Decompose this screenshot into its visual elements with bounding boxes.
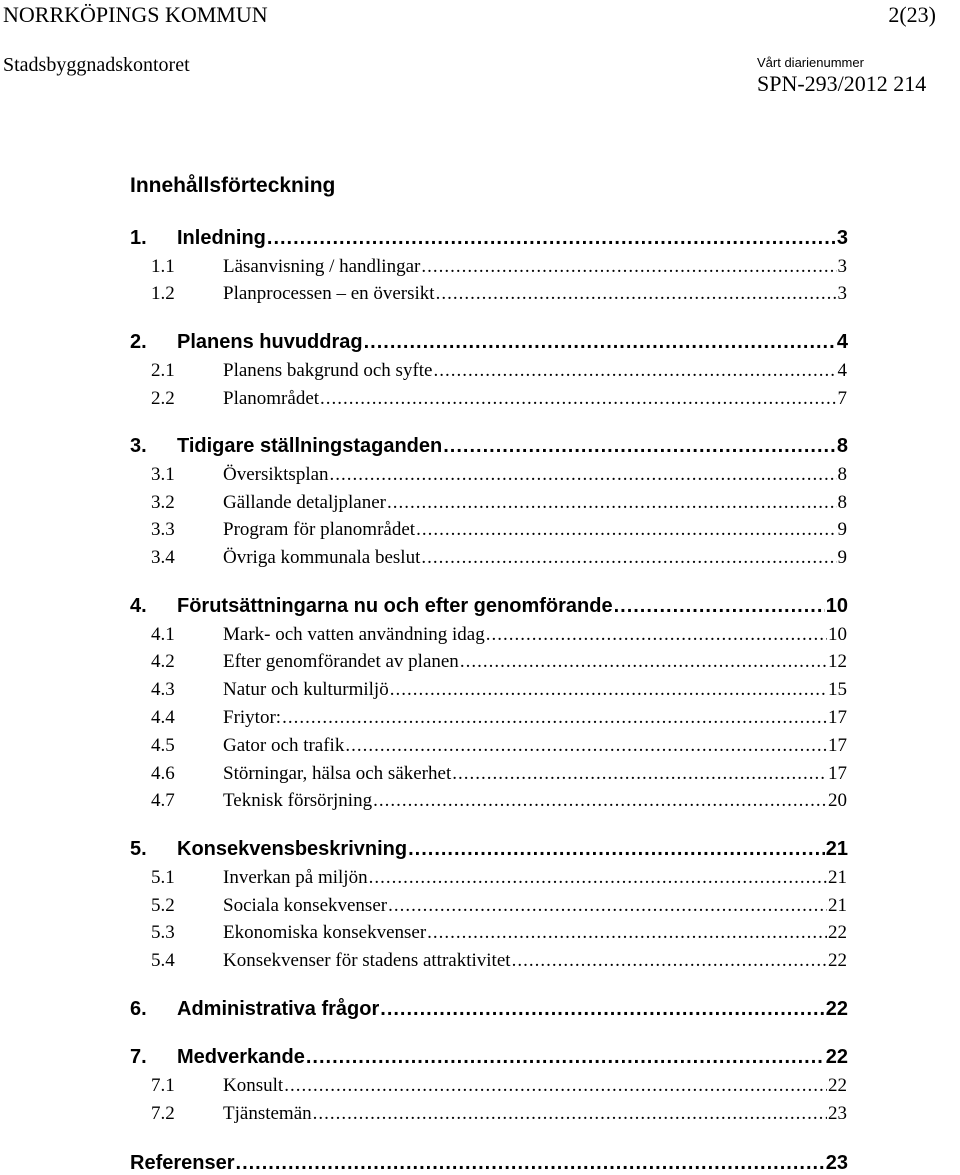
- toc-entry[interactable]: [151, 547, 847, 569]
- toc-entry-title: Störningar, hälsa och säkerhet: [223, 763, 452, 784]
- toc-dot-leader: [390, 679, 827, 701]
- toc-entry-number: 5.3: [151, 922, 175, 943]
- toc-entry-page: 21: [828, 867, 847, 888]
- toc-entry-number: 3.3: [151, 519, 175, 540]
- toc-dot-leader: [614, 595, 825, 618]
- toc-entry-page: 23: [828, 1103, 847, 1124]
- toc-entry-page: 22: [828, 1075, 847, 1096]
- toc-dot-leader: [452, 763, 827, 785]
- toc-entry-title: Konsult: [223, 1075, 284, 1096]
- toc-entry-number: 4.5: [151, 735, 175, 756]
- toc-entry-page: 22: [825, 998, 848, 1020]
- header-organization: NORRKÖPINGS KOMMUN: [3, 2, 268, 27]
- toc-entry-title: Medverkande: [177, 1046, 305, 1068]
- toc-entry-title: Inledning: [177, 227, 266, 249]
- toc-entry-page: 17: [828, 763, 847, 784]
- toc-dot-leader: [460, 651, 827, 673]
- toc-entry[interactable]: [151, 283, 847, 305]
- toc-entry-title: Förutsättningarna nu och efter genomförande: [177, 595, 613, 617]
- toc-dot-leader: [421, 256, 836, 278]
- toc-dot-leader: [486, 624, 827, 646]
- toc-entry-page: 22: [828, 922, 847, 943]
- toc-entry-title: Planens bakgrund och syfte: [223, 360, 433, 381]
- toc-entry[interactable]: [130, 1046, 848, 1069]
- toc-entry[interactable]: [130, 1152, 848, 1175]
- toc-entry-number: 7.1: [151, 1075, 175, 1096]
- toc-entry-title: Natur och kulturmiljö: [223, 679, 389, 700]
- toc-entry[interactable]: [130, 435, 848, 458]
- toc-entry-title: Gällande detaljplaner: [223, 492, 387, 513]
- toc-entry-page: 17: [828, 735, 847, 756]
- toc-entry-number: 4.1: [151, 624, 175, 645]
- toc-entry-number: 4.3: [151, 679, 175, 700]
- toc-entry[interactable]: [151, 922, 847, 944]
- toc-dot-leader: [388, 895, 827, 917]
- toc-entry-title: Program för planområdet: [223, 519, 416, 540]
- toc-entry-title: Planens huvuddrag: [177, 331, 363, 353]
- toc-dot-leader: [436, 283, 837, 305]
- toc-dot-leader: [267, 227, 836, 250]
- toc-entry-title: Konsekvensbeskrivning: [177, 838, 408, 860]
- toc-entry[interactable]: [151, 867, 847, 889]
- toc-entry[interactable]: [151, 707, 847, 729]
- toc-entry-number: 3.4: [151, 547, 175, 568]
- toc-entry-page: 8: [836, 435, 848, 457]
- toc-entry-title: Efter genomförandet av planen: [223, 651, 459, 672]
- toc-dot-leader: [306, 1046, 825, 1069]
- toc-entry-page: 3: [837, 283, 847, 304]
- toc-entry[interactable]: [151, 256, 847, 278]
- toc-dot-leader: [512, 950, 827, 972]
- toc-entry-title: Planområdet: [223, 388, 320, 409]
- toc-entry[interactable]: [151, 1103, 847, 1125]
- toc-entry-page: 8: [837, 492, 847, 513]
- toc-entry-title: Ekonomiska konsekvenser: [223, 922, 427, 943]
- toc-entry-page: 7: [837, 388, 847, 409]
- toc-entry-title: Övriga kommunala beslut: [223, 547, 421, 568]
- toc-entry-number: 3.: [130, 435, 147, 457]
- toc-entry-page: 21: [828, 895, 847, 916]
- toc-entry[interactable]: [130, 998, 848, 1021]
- toc-dot-leader: [330, 464, 837, 486]
- toc-entry-page: 4: [836, 331, 848, 353]
- toc-dot-leader: [443, 435, 836, 458]
- toc-entry-page: 4: [837, 360, 847, 381]
- toc-dot-leader: [320, 388, 836, 410]
- toc-entry[interactable]: [151, 950, 847, 972]
- header-reference-number: SPN-293/2012 214: [757, 71, 927, 96]
- toc-entry-number: 7.2: [151, 1103, 175, 1124]
- toc-entry-title: Friytor:: [223, 707, 282, 728]
- toc-entry-number: 5.: [130, 838, 147, 860]
- toc-entry[interactable]: [151, 679, 847, 701]
- toc-dot-leader: [421, 547, 836, 569]
- toc-entry-number: 6.: [130, 998, 147, 1020]
- toc-entry-number: 5.2: [151, 895, 175, 916]
- toc-entry-title: Tidigare ställningstaganden: [177, 435, 443, 457]
- toc-entry[interactable]: [151, 388, 847, 410]
- toc-entry[interactable]: [130, 227, 848, 250]
- toc-entry-title: Mark- och vatten användning idag: [223, 624, 485, 645]
- toc-entry[interactable]: [151, 763, 847, 785]
- toc-entry-page: 10: [828, 624, 847, 645]
- toc-dot-leader: [427, 922, 827, 944]
- toc-entry-page: 3: [837, 256, 847, 277]
- toc-dot-leader: [380, 998, 824, 1021]
- toc-dot-leader: [433, 360, 836, 382]
- toc-entry[interactable]: [151, 1075, 847, 1097]
- toc-entry[interactable]: [151, 895, 847, 917]
- toc-entry-number: 2.1: [151, 360, 175, 381]
- header-page-number: 2(23): [888, 2, 936, 27]
- toc-entry-title: Konsekvenser för stadens attraktivitet: [223, 950, 511, 971]
- toc-entry-title: Tjänstemän: [223, 1103, 312, 1124]
- toc-entry-title: Teknisk försörjning: [223, 790, 373, 811]
- toc-entry-number: 1.2: [151, 283, 175, 304]
- toc-entry[interactable]: [130, 331, 848, 354]
- toc-dot-leader: [284, 1075, 827, 1097]
- toc-entry[interactable]: [151, 624, 847, 646]
- toc-entry-page: 9: [837, 547, 847, 568]
- toc-entry-title: Administrativa frågor: [177, 998, 380, 1020]
- toc-entry-number: 4.7: [151, 790, 175, 811]
- toc-entry-number: 1.1: [151, 256, 175, 277]
- toc-entry-number: 1.: [130, 227, 147, 249]
- toc-entry-page: 22: [828, 950, 847, 971]
- toc-entry-number: 3.1: [151, 464, 175, 485]
- toc-entry-title: Inverkan på miljön: [223, 867, 368, 888]
- toc-entry-page: 21: [825, 838, 848, 860]
- toc-entry[interactable]: [151, 519, 847, 541]
- toc-entry-number: 3.2: [151, 492, 175, 513]
- toc-entry-number: 4.6: [151, 763, 175, 784]
- toc-entry-page: 23: [825, 1152, 848, 1174]
- toc-entry-page: 10: [825, 595, 848, 617]
- toc-entry-number: 4.: [130, 595, 147, 617]
- toc-entry[interactable]: [130, 595, 848, 618]
- toc-entry-page: 15: [828, 679, 847, 700]
- toc-entry-number: 2.2: [151, 388, 175, 409]
- toc-dot-leader: [416, 519, 836, 541]
- toc-dot-leader: [345, 735, 827, 757]
- toc-entry-page: 20: [828, 790, 847, 811]
- toc-entry-page: 9: [837, 519, 847, 540]
- toc-entry-title: Referenser: [130, 1152, 235, 1174]
- toc-entry[interactable]: [151, 492, 847, 514]
- toc-entry-number: 2.: [130, 331, 147, 353]
- toc-entry-number: 5.1: [151, 867, 175, 888]
- toc-entry-title: Sociala konsekvenser: [223, 895, 388, 916]
- toc-entry-title: Gator och trafik: [223, 735, 345, 756]
- toc-entry-page: 17: [828, 707, 847, 728]
- toc-dot-leader: [282, 707, 827, 729]
- toc-dot-leader: [364, 331, 836, 354]
- toc-entry-title: Planprocessen – en översikt: [223, 283, 435, 304]
- toc-entry-number: 4.4: [151, 707, 175, 728]
- toc-dot-leader: [408, 838, 825, 861]
- header-reference-label: Vårt diarienummer: [757, 55, 864, 70]
- toc-entry[interactable]: [151, 790, 847, 812]
- toc-entry-number: 7.: [130, 1046, 147, 1068]
- toc-entry-page: 8: [837, 464, 847, 485]
- toc-dot-leader: [313, 1103, 827, 1125]
- toc-entry-page: 22: [825, 1046, 848, 1068]
- toc-entry-number: 5.4: [151, 950, 175, 971]
- toc-entry[interactable]: [151, 360, 847, 382]
- toc-entry-page: 3: [836, 227, 848, 249]
- toc-entry[interactable]: [151, 464, 847, 486]
- toc-entry-title: Översiktsplan: [223, 464, 329, 485]
- toc-dot-leader: [387, 492, 836, 514]
- header-office: Stadsbyggnadskontoret: [3, 54, 190, 76]
- toc-dot-leader: [236, 1152, 825, 1175]
- toc-heading: Innehållsförteckning: [130, 174, 336, 197]
- toc-dot-leader: [369, 867, 827, 889]
- toc-entry-title: Läsanvisning / handlingar: [223, 256, 421, 277]
- toc-entry-page: 12: [828, 651, 847, 672]
- toc-entry[interactable]: [151, 735, 847, 757]
- toc-dot-leader: [373, 790, 827, 812]
- toc-entry[interactable]: [130, 838, 848, 861]
- toc-entry[interactable]: [151, 651, 847, 673]
- toc-entry-number: 4.2: [151, 651, 175, 672]
